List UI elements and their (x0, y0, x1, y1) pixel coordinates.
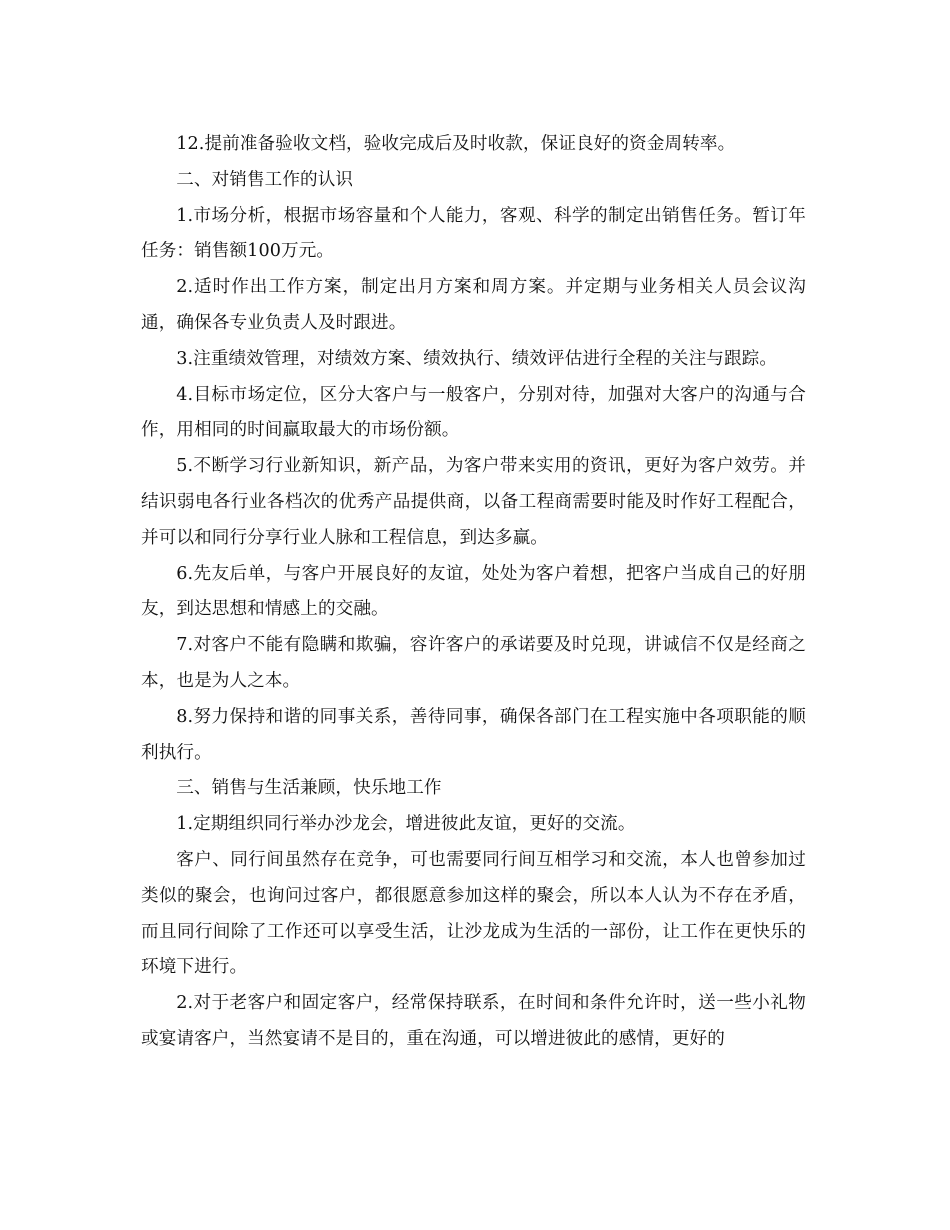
section-heading-work-life-balance: 三、销售与生活兼顾，快乐地工作 (176, 778, 442, 799)
paragraph-salon-meetings: 1.定期组织同行举办沙龙会，增进彼此友谊，更好的交流。 (176, 814, 636, 835)
paragraph-market-analysis: 1.市场分析，根据市场容量和个人能力，客观、科学的制定出销售任务。暂订年任务：销售额100万元。 (141, 205, 806, 262)
paragraph-work-plan: 2.适时作出工作方案，制定出月方案和周方案。并定期与业务相关人员会议沟通，确保各专业负责人及时跟进。 (141, 277, 806, 333)
paragraph-target-market: 4.目标市场定位，区分大客户与一般客户，分别对待，加强对大客户的沟通与合作，用相同的时间赢取最大的市场份额。 (141, 384, 806, 441)
paragraph-performance-management: 3.注重绩效管理，对绩效方案、绩效执行、绩效评估进行全程的关注与跟踪。 (176, 348, 778, 369)
section-heading-sales-understanding: 二、对销售工作的认识 (176, 169, 354, 190)
paragraph-integrity: 7.对客户不能有隐瞒和欺骗，容许客户的承诺要及时兑现，讲诚信不仅是经商之本，也是为人之本。 (141, 635, 806, 691)
paragraph-peer-competition: 客户、同行间虽然存在竞争，可也需要同行间互相学习和交流，本人也曾参加过类似的聚会，也询问过客户，都很愿意参加这样的聚会，所以本人认为不存在矛盾，而且同行间除了工作还可以享受生活，让沙龙成为生活的一部份，让工作在更快乐的环境下进行。 (141, 849, 806, 978)
paragraph-old-customers: 2.对于老客户和固定客户，经常保持联系，在时间和条件允许时，送一些小礼物或宴请客户，当然宴请不是目的，重在沟通，可以增进彼此的感情，更好的 (141, 993, 806, 1049)
paragraph-continuous-learning: 5.不断学习行业新知识，新产品，为客户带来实用的资讯，更好为客户效劳。并结识弱电各行业各档次的优秀产品提供商，以备工程商需要时能及时作好工程配合，并可以和同行分享行业人脉和工程信息，到达多赢。 (141, 456, 806, 548)
paragraph-item-12-prepare-acceptance: 12.提前准备验收文档，验收完成后及时收款，保证良好的资金周转率。 (176, 134, 736, 154)
paragraph-colleague-relations: 8.努力保持和谐的同事关系，善待同事，确保各部门在工程实施中各项职能的顺利执行。 (141, 706, 806, 763)
paragraph-friendship-first: 6.先友后单，与客户开展良好的友谊，处处为客户着想，把客户当成自己的好朋友，到达思想和情感上的交融。 (141, 563, 806, 620)
document-body (141, 127, 806, 1058)
